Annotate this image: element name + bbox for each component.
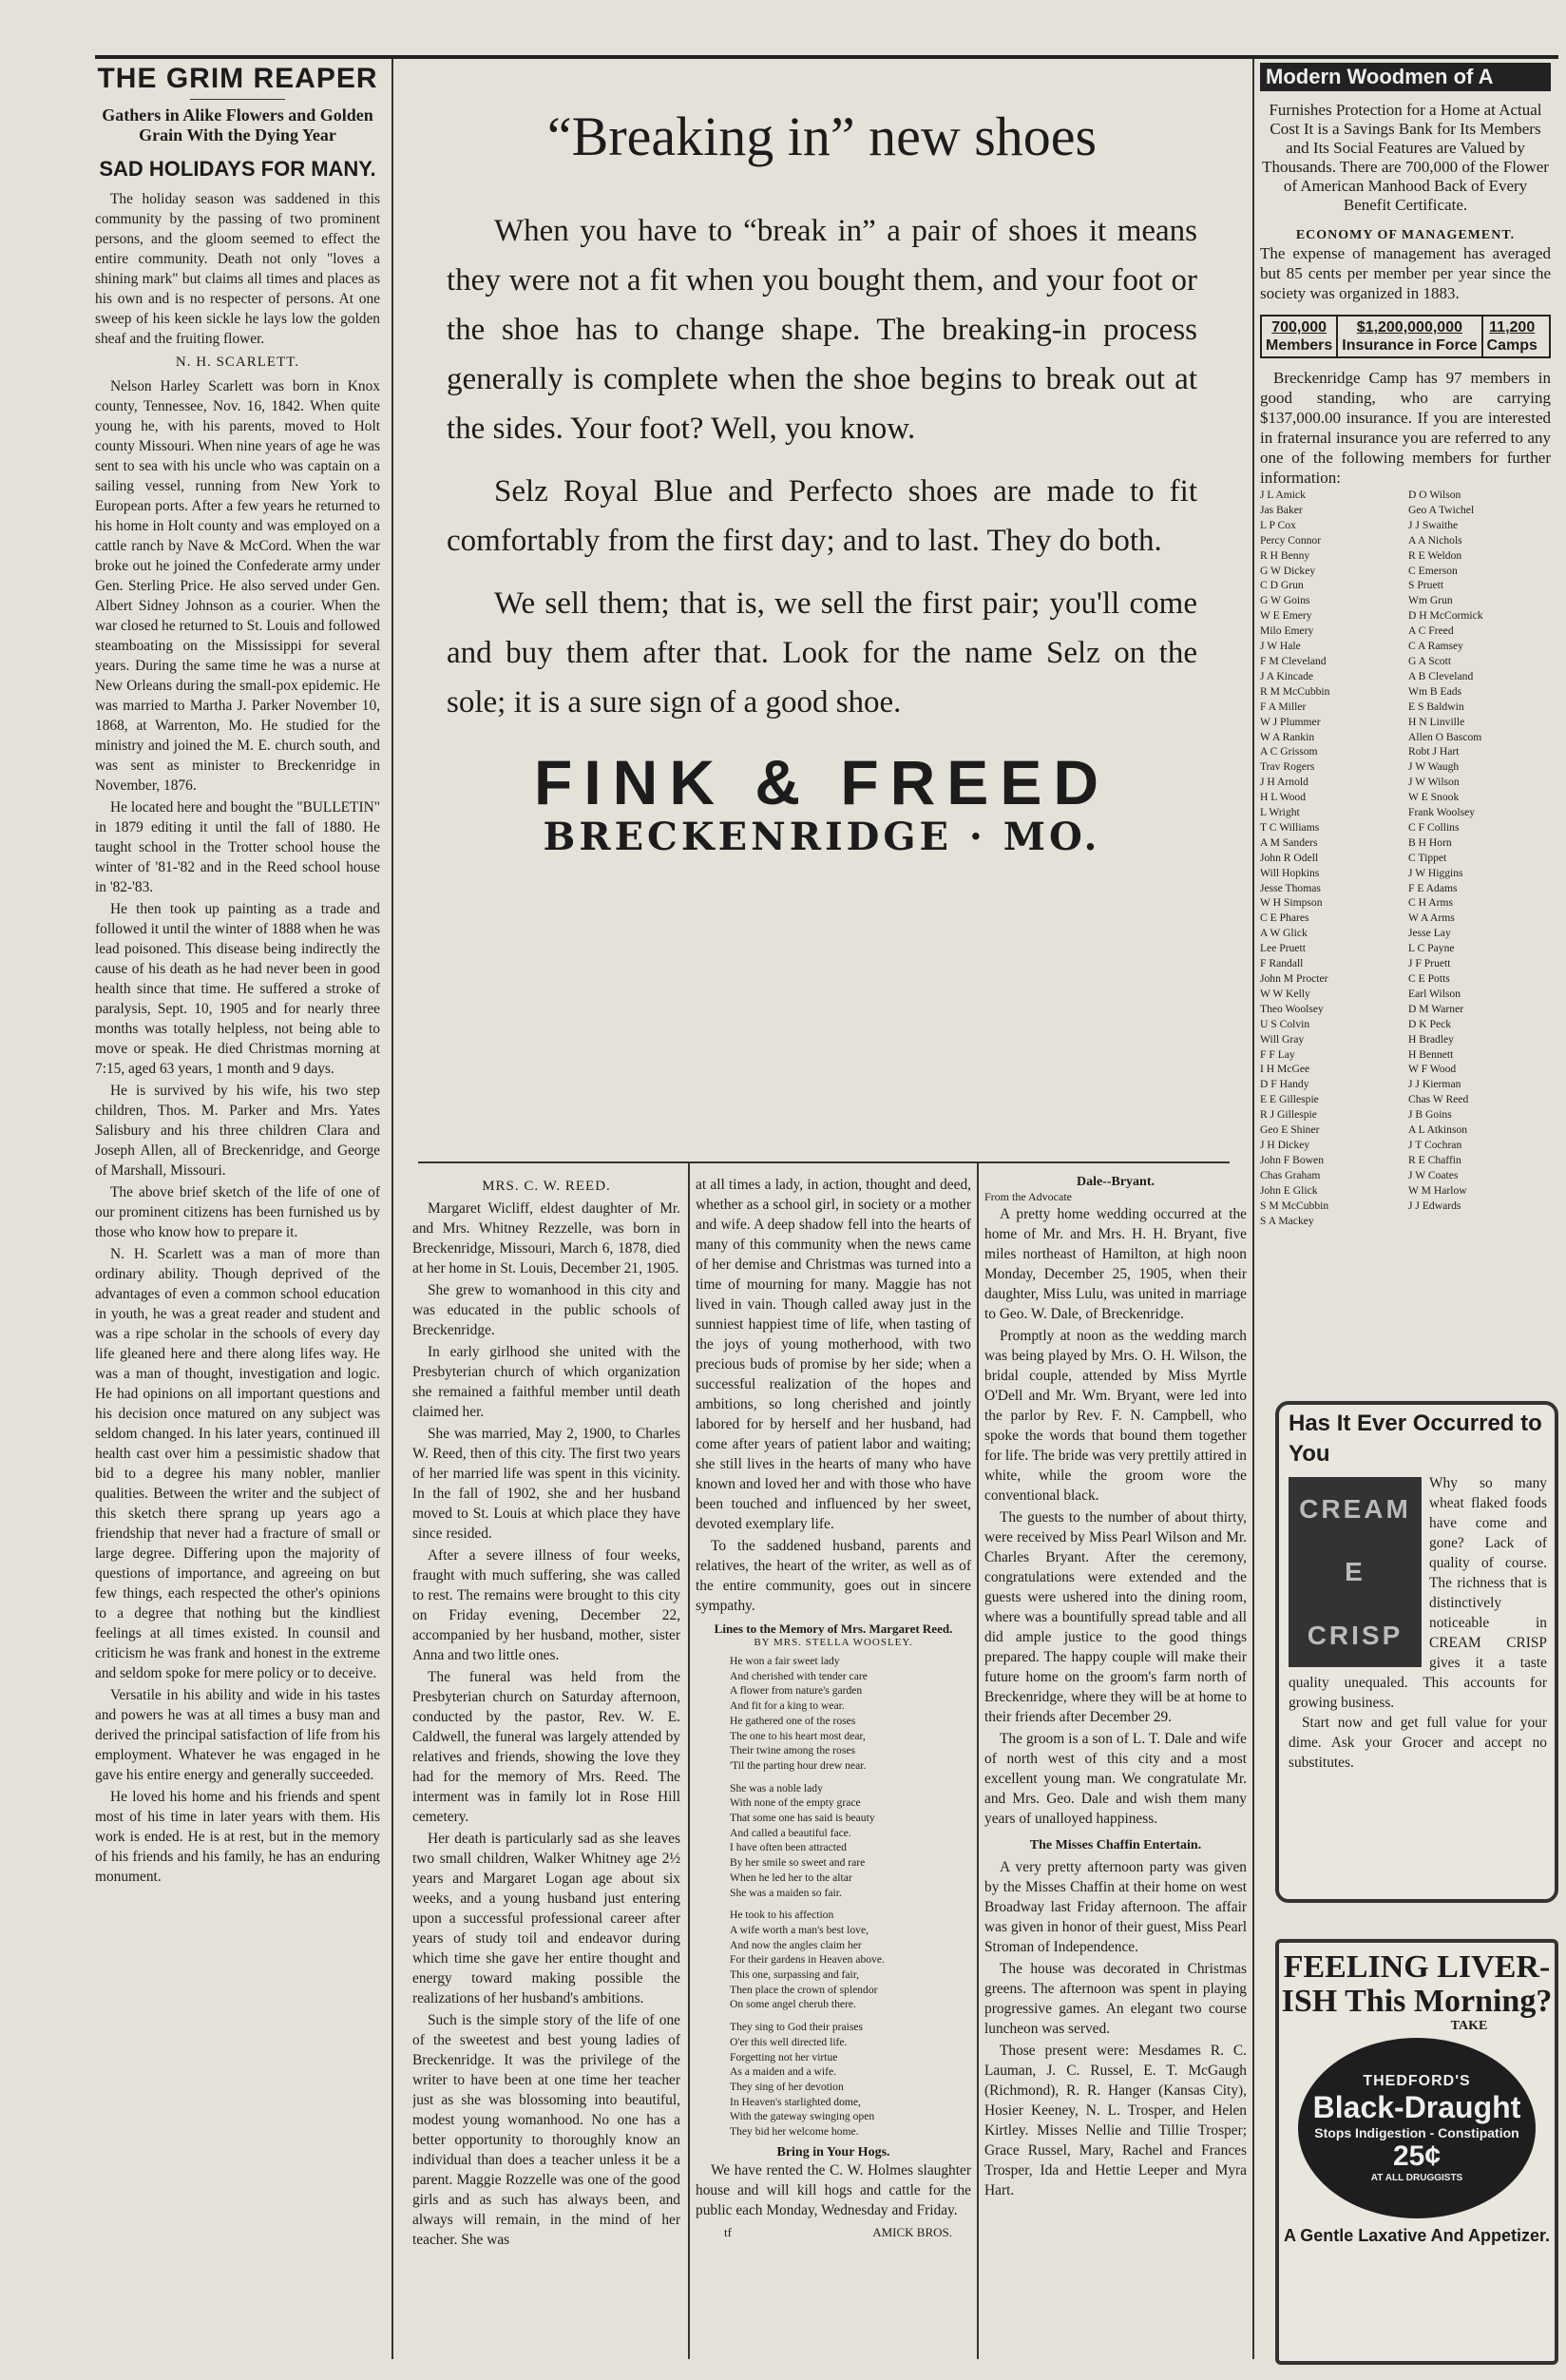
member-name: R M McCubbin [1260,684,1330,698]
member-name: Percy Connor [1260,533,1322,547]
poem-line: He gathered one of the roses [730,1714,856,1727]
poem-line: When he led her to the altar [730,1871,852,1884]
wedding-paragraph: Promptly at noon as the wedding march was being played by Mrs. O. H. Wilson, the bridal couple, attended by Miss Myrtle O'Dell and Mr. Wm. Bryant, were led into the parlor by Rev. F. N. Campbell, who spoke the words that bound them together for life. The bride was very prettily attired in white, while the groom wore the conventional black. [984,1328,1247,1504]
member-name: Geo E Shiner [1260,1123,1320,1137]
cream-crisp-text-block [1279,1473,1555,1773]
member-name: R E Chaffin [1408,1153,1461,1166]
poem-line: The one to his heart most dear, [730,1729,866,1742]
reed-body [412,1199,680,2250]
hogs-sign-row [696,2222,971,2242]
reaper-paragraph: The above brief sketch of the life of one of our prominent citizens has been furnished us by those who know how to prepare it. [95,1184,380,1240]
member-name: Jas Baker [1260,503,1303,516]
logo-top: CREAM [1299,1493,1411,1524]
poem-lines [696,1654,971,2140]
poem-line: In Heaven's starlighted dome, [730,2095,861,2108]
wedding-title: Dale--Bryant. [1076,1175,1155,1189]
member-name: B H Horn [1408,835,1452,849]
member-name: F E Adams [1408,881,1458,894]
woodmen-economy-head: ECONOMY OF MANAGEMENT. [1295,228,1516,242]
poem-gap [730,1774,971,1781]
woodmen-camp-text: Breckenridge Camp has 97 members in good standing, who are carrying $137,000.00 insurance. If you are interested in fraternal insurance you are referred to any one of the following members for further information: [1260,369,1551,487]
poem-gap [730,1900,971,1908]
liver-take: TAKE [1450,2019,1488,2033]
member-name: H L Wood [1260,791,1307,804]
stat-label: Insurance in Force [1342,337,1478,354]
member-name: J W Higgins [1408,866,1463,879]
wedding-body [984,1204,1247,1829]
poem-line: With the gateway swinging open [730,2110,875,2123]
poem-line: He won a fair sweet lady [730,1655,840,1667]
wedding-paragraph: The guests to the number of about thirty, were received by Miss Pearl Wilson and Mr. Charles Bryant. After the ceremony, congratulations were extended and the guests were ushered into the dining room, where was a bountifully spread table and all did ample justice to the good things prepared. The happy couple will make their future home on the groom's farm north of Breckenridge, where they will be at home to their friends after December 29. [984,1509,1247,1725]
shoe-ad-firm: FINK & FREED [534,747,1110,817]
member-name: H N Linville [1408,715,1465,728]
column-rule [392,59,393,2359]
chaffin-paragraph: The house was decorated in Christmas greens. The afternoon was spent in playing progressive games. An elegant two course luncheon was served. [984,1961,1247,2037]
reaper-paragraph: He loved his home and his friends and spent most of his time in later years with them. His work is ended. He is at rest, but in the memory of his friends and his family, he has an enduring monument. [95,1789,380,1885]
member-name: Geo A Twichel [1408,503,1475,516]
reed-column [412,1175,680,2359]
shoe-ad-city: BRECKENRIDGE · MO. [543,815,1101,859]
chaffin-paragraph: Those present were: Mesdames R. C. Lauman, J. C. Russel, E. T. McGaugh (Richmond), R. R. Hanger (Kansas City), Hosier Keeney, N. L. Trosper, and Helen Kirtley. Misses Nellie and Tillie Trosper; Grace Russel, Mary, Rachel and Frances Trosper, Ida and Hettie Leeper and Myra Hart. [984,2043,1247,2198]
member-name: J B Goins [1408,1108,1452,1122]
woodmen-economy-text: The expense of management has averaged but 85 cents per member per year since the society was organized in 1883. [1260,244,1551,302]
reed-paragraph: The funeral was held from the Presbyterian church on Saturday afternoon, conducted by the pastor, Rev. W. E. Caldwell, the funeral was largely attended by relatives and friends, showing the love they had for the memory of Mrs. Reed. The interment was in family lot in Rose Hill cemetery. [412,1669,680,1825]
reed-continued [696,1175,971,1616]
member-name: C A Ramsey [1408,640,1463,653]
member-name: Wm B Eads [1408,684,1462,698]
wedding-paragraph: The groom is a son of L. T. Dale and wife of north west of this city and a most excellent young man. We congratulate Mr. and Mrs. Geo. Dale and wish them many years of unalloyed happiness. [984,1731,1247,1827]
stat-label: Members [1266,337,1333,354]
reaper-intro: The holiday season was saddened in this community by the passing of two prominent persons, and the gloom seemed to effect the entire community. Death not only "loves a shining mark" but claims all times and places as his own and is no respecter of persons. At one sweep of his keen sickle he lays low the golden sheaf and the fruiting flower. [95,191,380,347]
member-name: F M Cleveland [1260,654,1327,667]
woodmen-column [1260,63,1551,1393]
member-name: W A Arms [1408,912,1455,925]
member-name: Jesse Lay [1408,927,1451,940]
member-name: J F Pruett [1408,957,1451,970]
member-name: Trav Rogers [1260,760,1315,774]
member-name: S M McCubbin [1260,1199,1329,1212]
member-name: A L Atkinson [1408,1123,1468,1137]
member-name: E S Baldwin [1408,700,1464,713]
member-name: F F Lay [1260,1047,1295,1061]
cream-crisp-text: Why so many wheat flaked foods have come and gone? Lack of quality of course. The richness that is distinctively noticeable in CREAM CRISP gives it a taste quality unequaled. This accounts for growing business. [1289,1475,1547,1711]
member-name: Frank Woolsey [1408,806,1476,819]
cream-crisp-headline: Has It Ever Occurred to You [1289,1411,1542,1467]
poem-line: And fit for a king to wear. [730,1699,845,1713]
hogs-title: Bring in Your Hogs. [776,2144,890,2159]
reaper-body [95,189,380,1887]
poem-line: Then place the crown of splendor [730,1983,878,1996]
member-name: A C Grissom [1260,745,1318,758]
member-name: A A Nichols [1408,533,1462,547]
shoe-ad-body [447,206,1197,727]
poem-line: A flower from nature's garden [730,1684,863,1698]
member-name: J J Kierman [1408,1078,1461,1091]
poem-line: As a maiden and a wife. [730,2065,837,2079]
member-name: L P Cox [1260,518,1296,531]
member-name: F A Miller [1260,700,1307,713]
reed-paragraph: She was married, May 2, 1900, to Charles W. Reed, then of this city. The first two years of her married life was spent in this vicinity. In the fall of 1902, she and her husband moved to St. Louis at which place they have since resided. [412,1426,680,1542]
member-name: L Wright [1260,806,1300,819]
reaper-name-head: N. H. SCARLETT. [175,355,300,370]
stat-value: $1,200,000,000 [1356,319,1462,336]
member-name: Milo Emery [1260,624,1314,638]
member-name: C H Arms [1408,896,1454,910]
woodmen-title: Modern Woodmen of A [1260,63,1551,91]
member-name: D F Handy [1260,1078,1309,1091]
member-name: Theo Woolsey [1260,1002,1324,1015]
stat-members [1262,317,1338,356]
member-name: C E Phares [1260,912,1309,925]
stat-camps [1483,317,1541,356]
member-name: U S Colvin [1260,1017,1310,1030]
poem-line: With none of the empty grace [730,1796,861,1810]
member-name: R H Benny [1260,548,1310,562]
member-name: F Randall [1260,957,1304,970]
poem-gap [730,2012,971,2020]
hogs-text: We have rented the C. W. Holmes slaughter house and will kill hogs and cattle for the public each Monday, Wednesday and Friday. [696,2161,971,2218]
member-name: S Pruett [1408,579,1444,592]
ad-bottom-rule [418,1161,1230,1163]
member-name: A B Cleveland [1408,669,1474,682]
poem-line: And cherished with tender care [730,1669,868,1682]
shoe-ad-paragraph: Selz Royal Blue and Perfecto shoes are made to fit comfortably from the first day; and to last. They do both. [447,474,1197,558]
member-name: W F Wood [1408,1063,1457,1076]
poem-line: They sing of her devotion [730,2080,844,2093]
badge-brand: Black-Draught [1312,2090,1521,2124]
reaper-paragraph: Nelson Harley Scarlett was born in Knox county, Tennessee, Nov. 16, 1842. When quite young he, with his parents, moved to Holt county Missouri. When nine years of age he was sent to sea with his uncle who was captain on a sailing vessel, running from New York to European ports. After a few years he returned to his home in Holt county and was employed on a cattle ranch by Nave & McCord. When the war broke out he joined the Confederate army under Gen. Sterling Price. He also served under Gen. Albert Sidney Johnson as a courier. When the war closed he returned to St. Louis and followed steamboating on the Mississippi for several years. During the same time he was a nurse at New Orleans during the small-pox epidemic. He was married to Martha J. Parker November 10, 1868, at Warrenton, Mo. He studied for the ministry and joined the M. E. church south, and was sent as minister to Breckenridge in November, 1876. [95,378,380,794]
reed-paragraph: In early girlhood she united with the Presbyterian church of which organization she remained a faithful member until death claimed her. [412,1344,680,1420]
member-name: C E Potts [1408,972,1450,985]
poem-byline: BY MRS. STELLA WOOSLEY. [754,1637,913,1648]
member-name: J H Dickey [1260,1138,1310,1151]
chaffin-body [984,1857,1247,2200]
poem-line: Forgetting not her virtue [730,2050,838,2063]
badge-tag: Stops Indigestion - Constipation [1314,2125,1519,2140]
member-name: W M Harlow [1408,1183,1467,1197]
reaper-column [95,63,380,2363]
names-left [1260,488,1403,1228]
member-name: S A Mackey [1260,1214,1314,1227]
poem-line: This one, surpassing and fair, [730,1968,860,1982]
hogs-tf: tf [724,2224,732,2239]
wedding-source: From the Advocate [984,1190,1072,1203]
member-name: W J Plummer [1260,715,1321,728]
member-name: W A Rankin [1260,730,1315,743]
stat-value: 700,000 [1271,319,1327,336]
chaffin-paragraph: A very pretty afternoon party was given by the Misses Chaffin at their home on west Broadway last Friday afternoon. The affair was given in honor of their guest, Miss Pearl Stroman of Independence. [984,1859,1247,1955]
reaper-subhead: Gathers in Alike Flowers and Golden Grain With the Dying Year [102,106,373,144]
names-right [1408,488,1551,1228]
cream-crisp-cta: Start now and get full value for your dime. Ask your Grocer and accept no substitutes. [1289,1715,1547,1771]
member-name: H Bradley [1408,1032,1454,1046]
reed-paragraph: She grew to womanhood in this city and was educated in the public schools of Breckenridge. [412,1282,680,1338]
poem-title: Lines to the Memory of Mrs. Margaret Reed. [714,1622,953,1636]
poem-line: On some angel cherub there. [730,1998,856,2011]
poem-line: And called a beautiful face. [730,1826,851,1839]
member-name: Earl Wilson [1408,987,1461,1000]
poem-line: By her smile so sweet and rare [730,1856,866,1870]
reaper-paragraph: N. H. Scarlett was a man of more than ordinary ability. Though deprived of the advantages of even a common school education in youth, he was a great reader and student and was a ripe scholar in the schools of every day life gleaned here and there along lifes way. He was a man of thought, investigation and logic. He had opinions on all important questions and his decision once matured on any subject was seldom changed. In his later years, continued ill health cast over him a pessimistic shadow that bid to a degree his many nobler, manlier qualities. Between the writer and the subject of this sketch there sprang up years ago a friendship that never had a fracture of small or large degree. Differing upon the majority of questions of importance, and agreeing on but few things, each respected the other's opinions to a degree that nothing but the kindliest feelings at all times existed. In counsil and criticism he was frank and honest in the extreme and seldom spoke for mere policy or to deceive. [95,1246,380,1681]
member-name: Chas W Reed [1408,1093,1469,1106]
member-name: D K Peck [1408,1017,1452,1030]
member-name: W E Emery [1260,609,1312,623]
member-name: T C Williams [1260,820,1320,834]
member-name: G W Dickey [1260,564,1316,577]
member-name: C D Grun [1260,579,1304,592]
poem-line: That some one has said is beauty [730,1812,875,1825]
badge-price: 25¢ [1392,2140,1442,2172]
member-name: A C Freed [1408,624,1454,638]
poem-line: For their gardens in Heaven above. [730,1953,885,1967]
reaper-title: THE GRIM REAPER [97,63,378,94]
member-name: G W Goins [1260,594,1310,607]
member-name: John E Glick [1260,1183,1318,1197]
reed-continued-text: To the saddened husband, parents and relatives, the heart of the writer, as well as of the entire community, goes out in sincere sympathy. [696,1538,971,1614]
member-name: C Emerson [1408,564,1458,577]
member-name: J J Edwards [1408,1199,1461,1212]
member-name: A M Sanders [1260,835,1318,849]
logo-bottom: CRISP [1307,1621,1404,1651]
member-name: L C Payne [1408,942,1455,955]
reed-continued-column [696,1175,971,2359]
reed-paragraph: After a severe illness of four weeks, fraught with much suffering, she was called to rest. The remains were brought to this city on Friday evening, December 22, accompanied by her husband, mother, sister Anna and two little ones. [412,1547,680,1663]
poem-line: Their twine among the roses [730,1744,856,1757]
member-name: Robt J Hart [1408,745,1460,758]
member-name: I H McGee [1260,1063,1310,1076]
badge-brand-top: THEDFORD'S [1363,2073,1471,2089]
shoe-ad-paragraph: We sell them; that is, we sell the first pair; you'll come and buy them after that. Look for the name Selz on the sole; it is a sure sign of a good shoe. [447,586,1197,720]
member-name: C Tippet [1408,851,1447,864]
member-name: Will Hopkins [1260,866,1320,879]
poem-line: They sing to God their praises [730,2021,864,2034]
reaper-headline2: SAD HOLIDAYS FOR MANY. [99,157,376,181]
member-name: J W Coates [1408,1168,1459,1181]
chaffin-title: The Misses Chaffin Entertain. [1029,1838,1202,1852]
stat-insurance [1338,317,1482,356]
reed-paragraph: Margaret Wicliff, eldest daughter of Mr. and Mrs. Whitney Rezzelle, was born in Breckenridge, Missouri, March 6, 1878, died at her home in St. Louis, December 21, 1905. [412,1200,680,1276]
member-name: H Bennett [1408,1047,1454,1061]
shoe-ad-title: “Breaking in” new shoes [546,106,1098,167]
poem-line: And now the angles claim her [730,1938,862,1951]
member-name: John F Bowen [1260,1153,1324,1166]
wedding-column [984,1175,1247,2359]
member-name: J T Cochran [1408,1138,1462,1151]
poem-line: 'Til the parting hour drew near. [730,1758,867,1772]
black-draught-ad [1275,1939,1558,2365]
cream-crisp-logo [1289,1477,1422,1667]
member-name: A W Glick [1260,927,1308,940]
member-name: Will Gray [1260,1032,1305,1046]
reed-title: MRS. C. W. REED. [482,1179,611,1194]
member-name: R E Weldon [1408,548,1462,562]
member-name: John M Procter [1260,972,1328,985]
member-name: J W Waugh [1408,760,1460,774]
member-name: Lee Pruett [1260,942,1306,955]
cream-crisp-ad [1275,1401,1558,1903]
shoe-ad [447,105,1197,1150]
black-draught-badge [1298,2038,1536,2218]
member-names [1260,488,1551,1228]
reed-continued-text: at all times a lady, in action, thought and deed, whether as a school girl, in society or a mother and wife. A deep shadow fell into the hearts of many of this community when the news came of her demise and Christmas was turned into a time of mourning for many. Maggie has not lived in vain. Though called away just in the sunniest happiest time of life, when tasting of the joys of young motherhood, with two precious buds of promise by her side; when a successful realization of the hopes and ambitions, so long cherished and jointly labored for by herself and her husband, had come after years of patient labor and waiting; she still lives in the hearts of many who have known and loved her and with those who have been touched and influenced by her sweet, devoted exemplary life. [696,1177,971,1532]
member-name: J L Amick [1260,489,1306,501]
poem-line: She was a noble lady [730,1781,823,1795]
poem-line: He took to his affection [730,1909,834,1922]
member-name: J J Swaithe [1408,518,1459,531]
poem-line: O'er this well directed life. [730,2035,848,2048]
reaper-paragraph: He is survived by his wife, his two step children, Thos. M. Parker and Mrs. Yates Salisbury and his three children Clara and Joseph Allen, all of Breckenridge, and George of Marshall, Missouri. [95,1083,380,1179]
stat-label: Camps [1486,337,1537,354]
divider [190,99,285,100]
member-name: R J Gillespie [1260,1108,1317,1122]
member-name: Allen O Bascom [1408,730,1482,743]
poem-line: I have often been attracted [730,1841,847,1854]
member-name: D M Warner [1408,1002,1464,1015]
column-rule [1252,59,1254,2359]
logo-mid: E [1345,1557,1365,1587]
member-name: E E Gillespie [1260,1093,1319,1106]
reed-paragraph: Her death is particularly sad as she leaves two small children, Walker Whitney age 2½ years and Margaret Logan age about six weeks, and a young husband just entering upon a successful professional career after years of study toil and endeavor during which time she gave her entire thought and energy toward making possible the realizations of her husband's ambitions. [412,1831,680,2006]
member-name: John R Odell [1260,851,1319,864]
wedding-paragraph: A pretty home wedding occurred at the home of Mr. and Mrs. H. H. Bryant, five miles northeast of Hamilton, at high noon Monday, December 25, 1905, when their daughter, Miss Lulu, was united in marriage to Geo. W. Dale, of Breckenridge. [984,1206,1247,1322]
poem-line: A wife worth a man's best love, [730,1923,869,1936]
member-name: J W Wilson [1408,776,1460,789]
column-rule [688,1161,690,2359]
member-name: C F Collins [1408,820,1460,834]
stat-value: 11,200 [1489,319,1536,336]
poem-line: She was a maiden so fair. [730,1886,842,1899]
member-name: W W Kelly [1260,987,1310,1000]
woodmen-stats [1260,315,1551,358]
reaper-paragraph: He located here and bought the "BULLETIN" in 1879 editing it until the fall of 1880. He taught school in the Trotter school house the winter of '81-'82 and in the Reed school house in '82-'83. [95,799,380,895]
reaper-paragraph: He then took up painting as a trade and followed it until the winter of 1888 when he was lead poisoned. This disease being indirectly the cause of his death as he had never been in good health since that time. He suffered a stroke of paralysis, Sept. 10, 1905 and for nearly three months was totally helpless, not being able to move or speak. He died Christmas morning at 7:15, aged 63 years, 1 month and 9 days. [95,901,380,1077]
member-name: J H Arnold [1260,776,1308,789]
liver-foot: A Gentle Laxative And Appetizer. [1283,2226,1551,2245]
member-name: J A Kincade [1260,669,1314,682]
badge-sub: AT ALL DRUGGISTS [1370,2173,1463,2183]
shoe-ad-paragraph: When you have to “break in” a pair of shoes it means they were not a fit when you bought them, and your foot or the shoe has to change shape. The breaking-in process generally is complete when the shoe begins to break out at the sides. Your foot? Well, you know. [447,214,1197,446]
member-name: D O Wilson [1408,489,1461,501]
member-name: J W Hale [1260,640,1301,653]
member-name: W E Snook [1408,791,1460,804]
top-rule [95,55,1558,59]
hogs-signature: AMICK BROS. [872,2224,952,2239]
column-rule [977,1161,979,2359]
member-name: Wm Grun [1408,594,1453,607]
reaper-paragraph: Versatile in his ability and wide in his tastes and powers he was at all times a busy man and derived the principal satisfaction of life from his employment. Whatever he was engaged in he gave his entire energy and generally succeeded. [95,1687,380,1783]
woodmen-intro: Furnishes Protection for a Home at Actual Cost It is a Savings Bank for Its Members and Its Social Features are Valued by Thousands. There are 700,000 of the Flower of American Manhood Back of Every Benefit Certificate. [1262,101,1549,214]
member-name: Chas Graham [1260,1168,1321,1181]
poem-line: They bid her welcome home. [730,2125,859,2139]
member-name: W H Simpson [1260,896,1323,910]
reed-paragraph: Such is the simple story of the life of one of the sweetest and best young ladies of Breckenridge. It was the privilege of the writer to have been at one time her teacher just as she was blossoming into beautiful, modest young womanhood. No one has a better opportunity to thoroughly know an individual than does a teacher unless it be a parent. Maggie Rozzelle was one of the good girls and as such has always been, and always will remain, in the mind of her teacher. She was [412,2012,680,2248]
liver-title: FEELING LIVER-ISH This Morning? [1281,1949,1553,2019]
hogs-notice [696,2160,971,2242]
member-name: D H McCormick [1408,609,1483,623]
member-name: Jesse Thomas [1260,881,1321,894]
member-name: G A Scott [1408,654,1452,667]
